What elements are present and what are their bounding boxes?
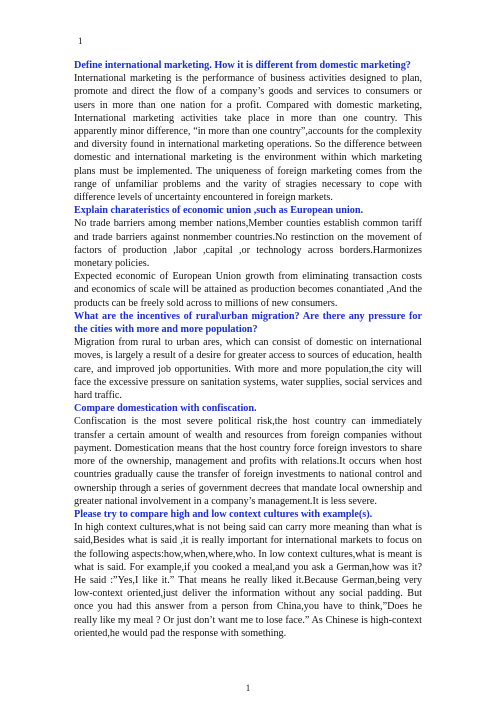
answer-paragraph: Expected economic of European Union growth from eliminating transaction costs and economics of scale will be attained as production becomes conantiated ,And the products can be freely sold across to millions of new consumers. [74,271,422,309]
answer-paragraph: International marketing is the performance of business activities designed to plan, promote and direct the flow of a company’s goods and services to consumers or users in more than one nation for a profit. Compared with domestic marketing, International marketing activities take place in more than one country. This apparently minor difference, “in more than one country”,accounts for the complexity and diversity found in international marketing operations. So the difference between domestic and international marketing is the environment within which marketing plans must be implemented. The uniqueness of foreign marketing comes from the range of unfamiliar problems and the varity of stragies necessary to cope with difference levels of uncertainty encountered in foreign markets. [74,73,422,204]
question-heading: Please try to compare high and low context cultures with example(s). [74,508,373,520]
question-heading: What are the incentives of rural\urban migration? Are there any pressure for the cities with more and more population? [74,310,422,336]
section-rural-urban-migration [74,310,422,402]
answer-paragraph: Migration from rural to urban ares, which can consist of domestic on international moves, is largely a result of a desire for greater access to sources of education, health care, and improved job opportunities. With more and more population,the city will face the excessive pressure on sanitation systems, water supplies, social services and hard traffic. [74,337,422,402]
answer-paragraph: Confiscation is the most severe political risk,the host country can immediately transfer a certain amount of wealth and resources from foreign companies without payment. Domestication means that the host country force foreign investors to share more of the ownership, management and profits with relations.It occurs when host countries gradually cause the transfer of foreign investments to national control and ownership through a series of government decrees that mandate local ownership and greater national involvement in a company’s management.It is less severe. [74,416,422,507]
question-heading: Define international marketing. How it is different from domestic marketing? [74,60,411,71]
header-page-number: 1 [78,36,83,46]
section-international-marketing [74,59,422,204]
answer-paragraph: In high context cultures,what is not being said can carry more meaning than what is said,Besides what is said ,it is really important for international markets to focus on the following aspects:how,when,where,who. In low context cultures,what is meant is what is said. For example,if you cooked a meal,and you ask a German,how was it?He said :”Yes,I like it.” That means he really liked it.Because German,being very low-context oriented,just deliver the information without any social padding. But once you had this answer from a person from China,you have to think,”Does he really like my meal ? Or just don’t want me to lose face.” As Chinese is high-context oriented,he would pad the response with something. [74,522,422,639]
footer-page-number: 1 [245,683,251,693]
question-heading: Compare domestication with confiscation. [74,403,257,415]
section-domestication-confiscation [74,402,422,508]
document-body [74,59,422,640]
section-economic-union [74,204,422,310]
question-heading: Explain charateristics of economic union ,such as European union. [74,205,364,217]
answer-paragraph: No trade barriers among member nations,Member counties establish common tariff and trade barriers against nonmember countries.No restinction on the movement of factors of production ,labor ,capital ,or technology across borders.Harmonizes monetary policies. [74,218,422,270]
section-context-cultures [74,508,422,640]
